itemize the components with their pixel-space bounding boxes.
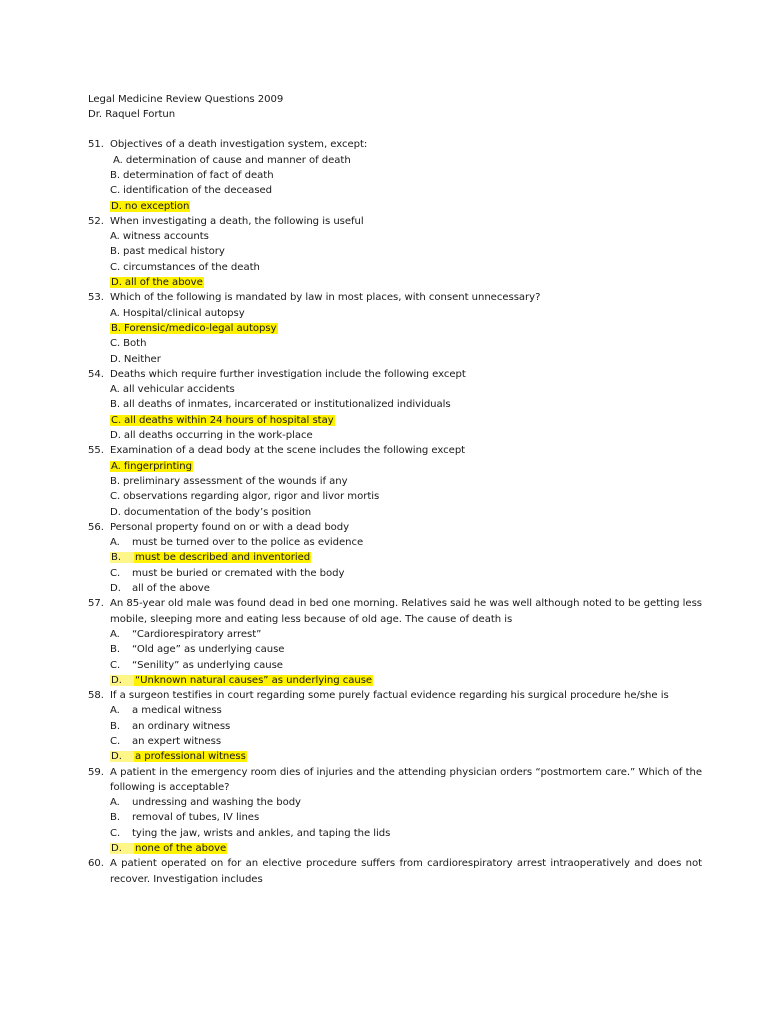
option-letter: A. xyxy=(110,384,120,396)
option-letter: A. xyxy=(110,797,120,809)
option-text: undressing and washing the body xyxy=(132,797,301,809)
option-text: Hospital/clinical autopsy xyxy=(122,307,245,319)
question-number: 54. xyxy=(88,368,104,380)
question-number: 52. xyxy=(88,215,104,227)
option-letter: D. xyxy=(110,353,121,365)
option-text: determination of cause and manner of death xyxy=(125,154,351,166)
option-text: “Senility” as underlying cause xyxy=(132,659,283,671)
option-row[interactable] xyxy=(88,168,688,183)
option-row[interactable] xyxy=(88,734,688,749)
question-number: 58. xyxy=(88,690,104,702)
option-row-highlighted[interactable] xyxy=(88,199,688,214)
option-text: past medical history xyxy=(123,246,225,258)
option-text: determination of fact of death xyxy=(123,170,274,181)
question-block xyxy=(88,290,688,366)
question-stem xyxy=(88,443,688,458)
option-row[interactable] xyxy=(88,153,688,168)
option-row[interactable] xyxy=(88,306,688,321)
question-number: 56. xyxy=(88,521,104,533)
option-row-highlighted[interactable] xyxy=(88,275,688,290)
option-text: Forensic/medico-legal autopsy xyxy=(124,322,277,334)
option-text: preliminary assessment of the wounds if any xyxy=(123,475,348,487)
option-row[interactable] xyxy=(88,795,688,810)
question-text: Personal property found on or with a dead body xyxy=(110,521,350,533)
option-row-highlighted[interactable] xyxy=(88,550,688,565)
option-row[interactable] xyxy=(88,489,688,504)
question-text: An 85-year old male was found dead in bed one morning. Relatives said he was well although noted to be getting less mobile, sleeping more and eating less because of old age. The cause of death is xyxy=(110,598,702,625)
option-letter: C. xyxy=(110,659,121,671)
question-block xyxy=(88,214,688,290)
question-block xyxy=(88,137,688,213)
question-stem xyxy=(88,765,702,796)
option-letter: C. xyxy=(110,827,121,839)
option-text: all vehicular accidents xyxy=(122,384,235,396)
highlight xyxy=(110,323,278,334)
option-row-highlighted[interactable] xyxy=(88,749,688,764)
option-row[interactable] xyxy=(88,260,688,275)
highlight-letter xyxy=(110,675,134,686)
question-stem xyxy=(88,688,702,703)
question-text: When investigating a death, the following is useful xyxy=(110,215,364,227)
option-row[interactable] xyxy=(88,627,688,642)
option-letter: B. xyxy=(110,812,121,824)
highlight xyxy=(134,552,311,563)
option-row[interactable] xyxy=(88,229,688,244)
option-text: all of the above xyxy=(132,583,210,595)
option-letter: B. xyxy=(110,399,121,411)
option-text: must be buried or cremated with the body xyxy=(132,567,345,579)
question-stem xyxy=(88,214,688,229)
question-text: Deaths which require further investigation include the following except xyxy=(110,368,466,380)
document-body xyxy=(88,92,702,887)
option-row-highlighted[interactable] xyxy=(88,841,688,856)
option-text: all deaths occurring in the work-place xyxy=(123,430,313,442)
highlight-letter xyxy=(110,552,134,563)
option-letter: B. xyxy=(111,322,122,334)
option-row[interactable] xyxy=(88,336,688,351)
option-letter: B. xyxy=(110,475,121,487)
option-row[interactable] xyxy=(88,810,688,825)
highlight xyxy=(134,675,373,686)
option-text: must be turned over to the police as evidence xyxy=(132,537,364,549)
option-text: all deaths within 24 hours of hospital stay xyxy=(124,414,334,426)
question-block xyxy=(88,765,702,857)
option-row[interactable] xyxy=(88,428,688,443)
option-letter: C. xyxy=(110,567,121,579)
option-text: all deaths of inmates, incarcerated or institutionalized individuals xyxy=(123,399,451,411)
option-row[interactable] xyxy=(88,474,688,489)
option-letter: C. xyxy=(110,261,121,273)
option-text: observations regarding algor, rigor and livor mortis xyxy=(123,491,380,503)
option-text: must be described and inventoried xyxy=(135,552,311,564)
highlight xyxy=(110,461,193,472)
question-block xyxy=(88,688,688,764)
option-text: Both xyxy=(123,338,147,350)
option-row[interactable] xyxy=(88,581,688,596)
option-letter: B. xyxy=(110,246,121,258)
option-row[interactable] xyxy=(88,244,688,259)
option-letter: A. xyxy=(110,231,120,243)
question-number: 51. xyxy=(88,139,104,151)
highlight-letter xyxy=(110,751,134,762)
highlight xyxy=(110,415,335,426)
option-letter: D. xyxy=(111,843,122,855)
option-text: “Old age” as underlying cause xyxy=(132,644,285,656)
question-stem xyxy=(88,596,702,627)
option-letter: C. xyxy=(111,414,122,426)
option-text: a medical witness xyxy=(132,705,222,717)
question-text: Examination of a dead body at the scene includes the following except xyxy=(110,445,466,457)
highlight-letter xyxy=(110,843,134,854)
question-text: A patient in the emergency room dies of injuries and the attending physician orders “postmortem care.” Which of the following is acceptable? xyxy=(110,766,702,793)
option-row[interactable] xyxy=(88,658,688,673)
highlight xyxy=(134,751,247,762)
question-text: Which of the following is mandated by law in most places, with consent unnecessary? xyxy=(110,292,541,304)
question-text: A patient operated on for an elective procedure suffers from cardiorespiratory arrest intraoperatively and does not recover. Investigation includes xyxy=(110,858,702,885)
option-letter: C. xyxy=(110,491,121,503)
option-row[interactable] xyxy=(88,382,688,397)
option-row[interactable] xyxy=(88,397,688,412)
document-title-line-1: Legal Medicine Review Questions 2009 xyxy=(88,94,284,105)
option-letter: A. xyxy=(111,460,121,472)
option-text: an ordinary witness xyxy=(132,720,231,732)
question-stem xyxy=(88,290,688,305)
highlight xyxy=(134,843,227,854)
option-row[interactable] xyxy=(88,642,688,657)
question-text: Objectives of a death investigation system, except: xyxy=(110,139,368,151)
option-row-highlighted[interactable] xyxy=(88,413,688,428)
option-letter: A. xyxy=(110,537,120,549)
question-block xyxy=(88,596,702,688)
option-letter: B. xyxy=(111,552,122,564)
question-number: 53. xyxy=(88,292,104,304)
option-text: Neither xyxy=(123,353,161,365)
option-text: tying the jaw, wrists and ankles, and taping the lids xyxy=(132,827,391,839)
option-letter: D. xyxy=(111,674,122,686)
option-letter: A. xyxy=(110,307,120,319)
option-row-highlighted[interactable] xyxy=(88,321,688,336)
question-number: 60. xyxy=(88,858,104,870)
option-letter: D. xyxy=(110,583,121,595)
question-number: 55. xyxy=(88,445,104,457)
option-row-highlighted[interactable] xyxy=(88,673,688,688)
question-block xyxy=(88,443,688,519)
option-text: “Cardiorespiratory arrest” xyxy=(132,628,262,640)
option-text: documentation of the body’s position xyxy=(123,506,312,518)
option-text: “Unknown natural causes” as underlying cause xyxy=(135,674,373,686)
option-letter: A. xyxy=(110,705,120,717)
option-letter: C. xyxy=(110,735,121,747)
option-row[interactable] xyxy=(88,826,688,841)
question-stem xyxy=(88,520,688,535)
question-stem xyxy=(88,367,688,382)
question-text: If a surgeon testifies in court regarding some purely factual evidence regarding his surgical procedure he/she is xyxy=(110,690,669,702)
highlight xyxy=(110,201,190,212)
option-text: all of the above xyxy=(124,277,203,289)
option-row[interactable] xyxy=(88,183,688,198)
option-letter: C. xyxy=(110,185,121,197)
option-row[interactable] xyxy=(88,566,688,581)
option-text: none of the above xyxy=(135,843,227,855)
option-row[interactable] xyxy=(88,505,688,520)
header-spacer xyxy=(88,122,688,137)
question-block xyxy=(88,520,688,596)
option-text: circumstances of the death xyxy=(123,261,260,273)
highlight xyxy=(110,277,204,288)
option-letter: D. xyxy=(111,751,122,763)
option-letter: D. xyxy=(111,200,122,212)
option-letter: B. xyxy=(110,644,121,656)
option-letter: D. xyxy=(110,430,121,442)
option-row[interactable] xyxy=(88,352,688,367)
option-row-highlighted[interactable] xyxy=(88,459,688,474)
option-letter: C. xyxy=(110,338,121,350)
question-number: 59. xyxy=(88,766,104,778)
option-letter: D. xyxy=(110,506,121,518)
question-stem xyxy=(88,856,702,887)
option-row[interactable] xyxy=(88,535,688,550)
question-block xyxy=(88,367,688,443)
option-letter: A. xyxy=(110,628,120,640)
question-stem xyxy=(88,137,688,152)
option-row[interactable] xyxy=(88,719,688,734)
option-letter: B. xyxy=(110,720,121,732)
option-text: witness accounts xyxy=(122,231,209,243)
option-text: identification of the deceased xyxy=(123,185,273,197)
option-text: an expert witness xyxy=(132,735,222,747)
question-number: 57. xyxy=(88,598,104,610)
option-letter: A. xyxy=(113,154,123,166)
option-text: no exception xyxy=(124,200,190,212)
option-row[interactable] xyxy=(88,703,688,718)
document-author: Dr. Raquel Fortun xyxy=(88,109,176,121)
question-block xyxy=(88,856,702,887)
option-letter: B. xyxy=(110,170,121,181)
option-text: removal of tubes, IV lines xyxy=(132,812,260,824)
option-letter: D. xyxy=(111,277,122,289)
option-text: a professional witness xyxy=(135,751,246,763)
option-text: fingerprinting xyxy=(123,460,192,472)
